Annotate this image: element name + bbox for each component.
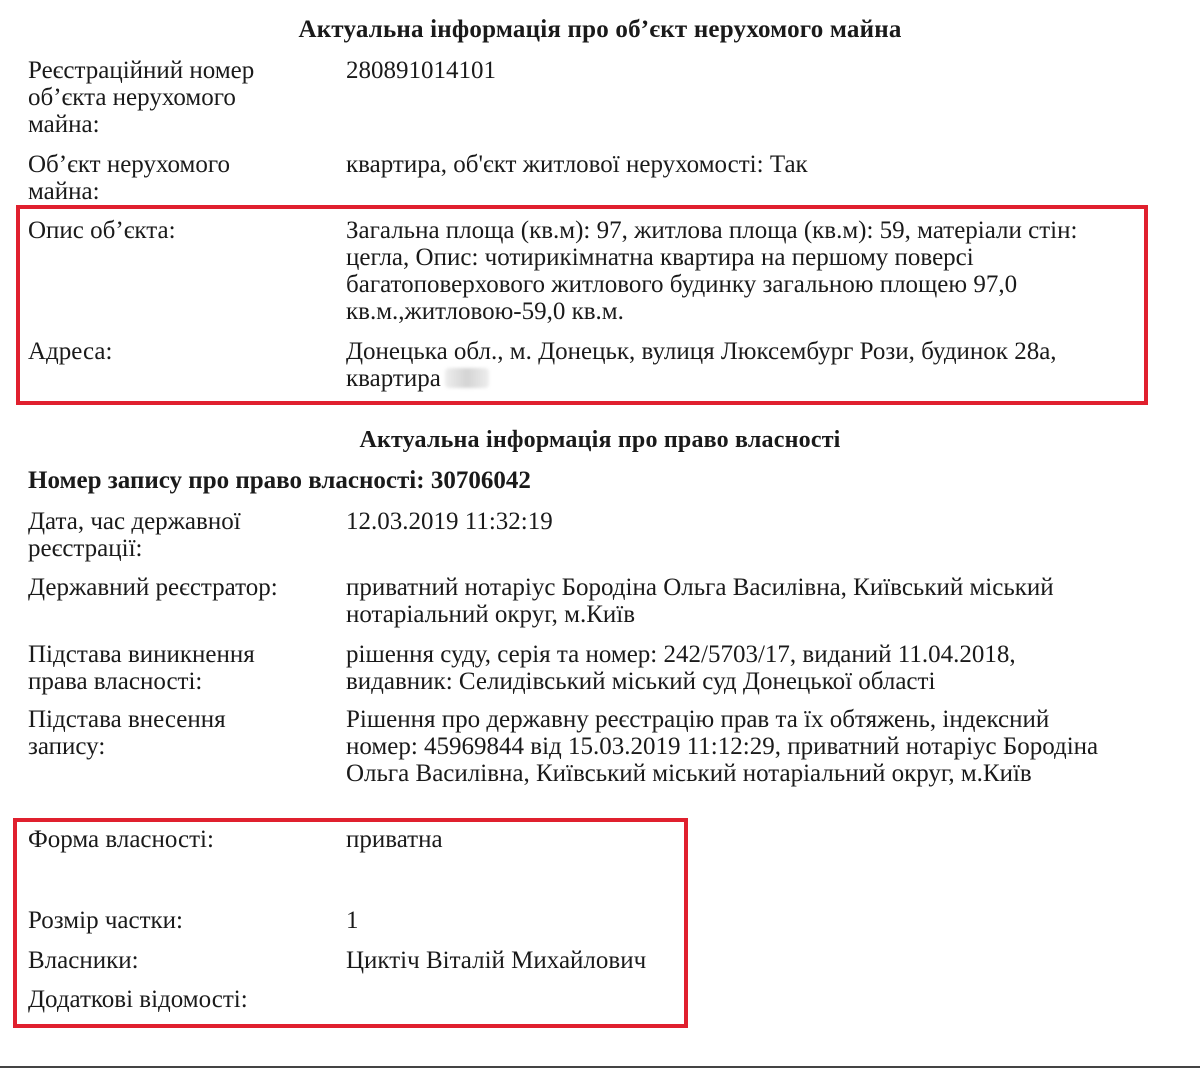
share-size-value: 1 — [346, 907, 359, 934]
object-description-label: Опис об’єкта: — [28, 217, 176, 244]
entry-basis-label: Підстава внесення запису: — [28, 706, 226, 760]
property-object-value: квартира, об'єкт житлової нерухомості: Так — [346, 151, 808, 178]
page-bottom-rule — [0, 1066, 1200, 1068]
entry-basis-value: Рішення про державну реєстрацію прав та їх обтяжень, індексний номер: 45969844 від 15.03.2019 11:12:29, приватний нотаріус Бородіна Ольга Василівна, Київський міський нотаріальний округ, м.Київ — [346, 706, 1099, 787]
owners-label: Власники: — [28, 947, 139, 974]
owners-value: Циктіч Віталій Михайлович — [346, 947, 647, 974]
registration-number-value: 280891014101 — [346, 57, 496, 84]
ownership-record-number: Номер запису про право власності: 30706042 — [28, 467, 531, 494]
share-size-label: Розмір частки: — [28, 907, 183, 934]
registration-date-value: 12.03.2019 11:32:19 — [346, 508, 553, 535]
object-description-value: Загальна площа (кв.м): 97, житлова площа (кв.м): 59, матеріали стін: цегла, Опис: чотирикімнатна квартира на першому поверсі багатоповерхового житлового будинку загальною площею 97,0 кв.м.,житловою-59,0 кв.м. — [346, 217, 1078, 325]
redacted-apartment-number — [445, 368, 489, 388]
object-section-title: Актуальна інформація про об’єкт нерухомого майна — [298, 16, 902, 43]
ownership-section-title: Актуальна інформація про право власності — [359, 427, 841, 453]
ownership-basis-label: Підстава виникнення права власності: — [28, 641, 255, 695]
property-object-label: Об’єкт нерухомого майна: — [28, 151, 230, 205]
state-registrar-label: Державний реєстратор: — [28, 574, 278, 601]
ownership-form-value: приватна — [346, 826, 443, 853]
registration-number-label: Реєстраційний номер об’єкта нерухомого майна: — [28, 57, 255, 138]
additional-info-label: Додаткові відомості: — [28, 986, 248, 1013]
ownership-basis-value: рішення суду, серія та номер: 242/5703/17, виданий 11.04.2018, видавник: Селидівський міський суд Донецької області — [346, 641, 1016, 695]
address-label: Адреса: — [28, 338, 113, 365]
registration-date-label: Дата, час державної реєстрації: — [28, 508, 241, 562]
address-value — [346, 338, 1136, 392]
ownership-form-label: Форма власності: — [28, 826, 214, 853]
address-text: Донецька обл., м. Донецьк, вулиця Люксембург Рози, будинок 28а, квартира — [346, 338, 1057, 392]
state-registrar-value: приватний нотаріус Бородіна Ольга Василівна, Київський міський нотаріальний округ, м.Київ — [346, 574, 1054, 628]
